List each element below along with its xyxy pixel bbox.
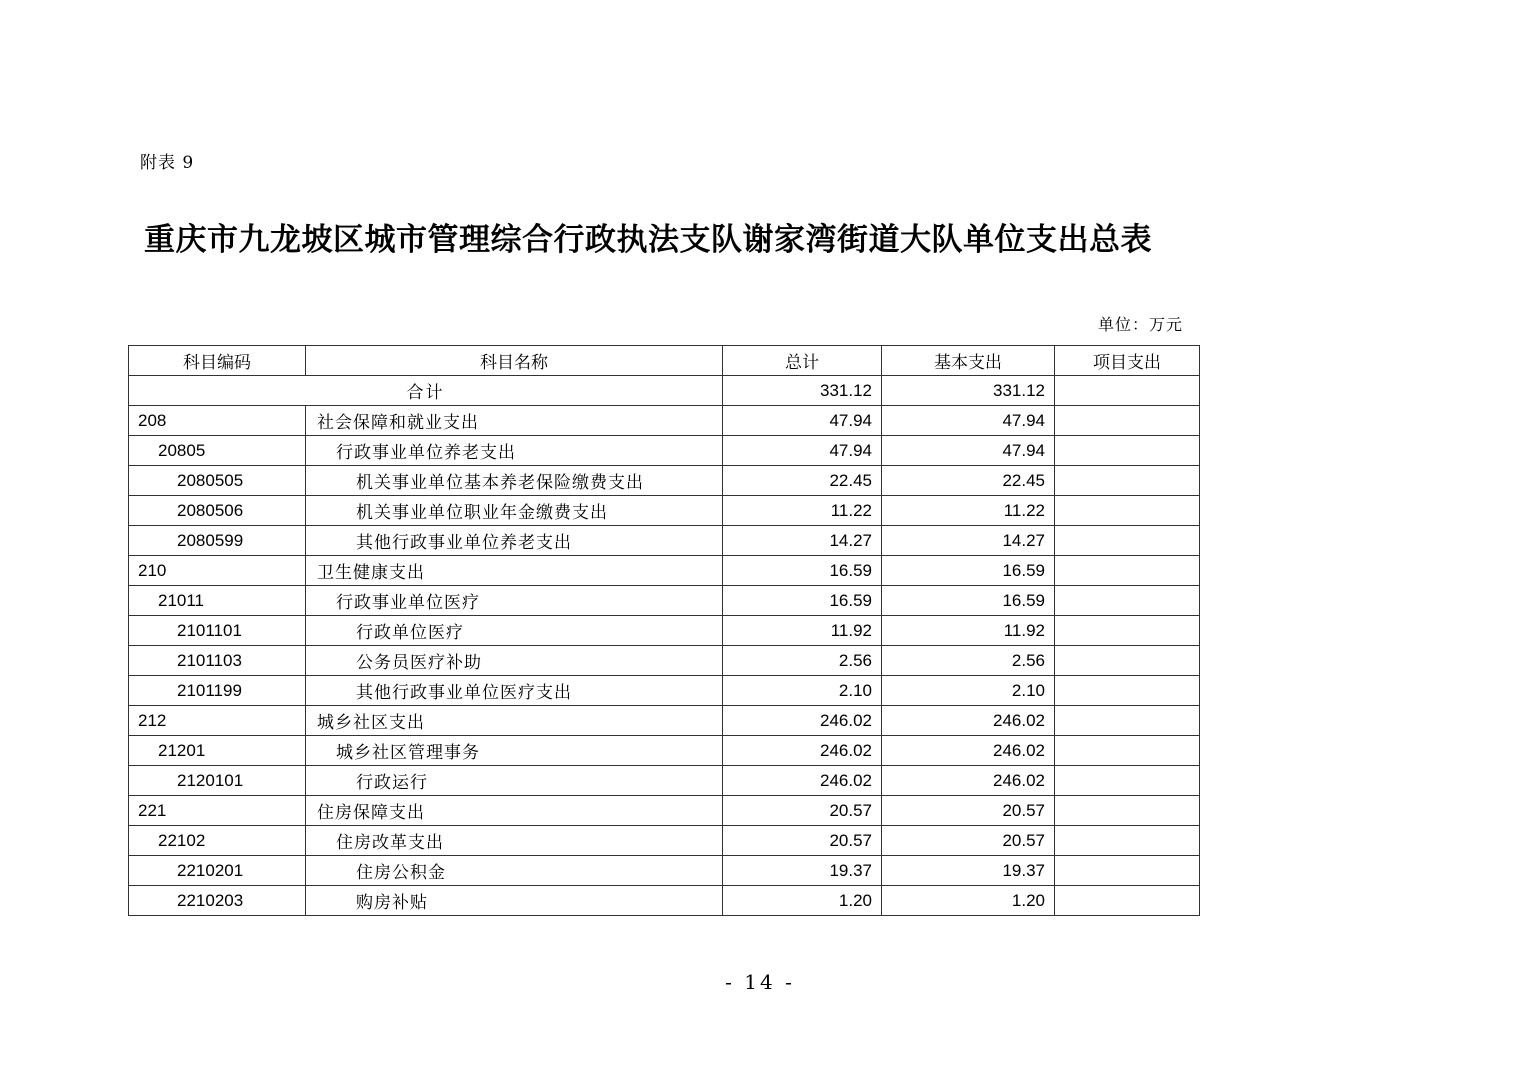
- table-row: [129, 616, 1200, 646]
- row-project: [1055, 646, 1200, 676]
- row-name: 城乡社区支出: [306, 706, 723, 736]
- table-row: [129, 826, 1200, 856]
- row-total: 47.94: [723, 406, 882, 436]
- row-code: 2101199: [129, 676, 306, 706]
- row-total: 16.59: [723, 556, 882, 586]
- header-project: 项目支出: [1055, 346, 1200, 376]
- row-code: 22102: [129, 826, 306, 856]
- row-code: 2120101: [129, 766, 306, 796]
- row-total: 1.20: [723, 886, 882, 916]
- row-basic: 20.57: [882, 796, 1055, 826]
- table-row: [129, 436, 1200, 466]
- row-project: [1055, 436, 1200, 466]
- table-row: [129, 796, 1200, 826]
- table-row: [129, 466, 1200, 496]
- table-row: [129, 496, 1200, 526]
- row-total: 2.56: [723, 646, 882, 676]
- row-code: 2101103: [129, 646, 306, 676]
- row-total: 246.02: [723, 766, 882, 796]
- row-total: 11.22: [723, 496, 882, 526]
- row-basic: 2.10: [882, 676, 1055, 706]
- table-row: [129, 886, 1200, 916]
- row-total: 246.02: [723, 706, 882, 736]
- table-row: [129, 676, 1200, 706]
- row-basic: 16.59: [882, 556, 1055, 586]
- row-total: 20.57: [723, 796, 882, 826]
- table-row: [129, 766, 1200, 796]
- row-code: 210: [129, 556, 306, 586]
- row-total: 11.92: [723, 616, 882, 646]
- total-basic: 331.12: [882, 376, 1055, 406]
- row-basic: 47.94: [882, 436, 1055, 466]
- row-basic: 19.37: [882, 856, 1055, 886]
- row-total: 14.27: [723, 526, 882, 556]
- total-label: 合计: [129, 376, 723, 406]
- row-code: 2210203: [129, 886, 306, 916]
- row-name: 公务员医疗补助: [306, 646, 723, 676]
- expenditure-table: [128, 345, 1200, 916]
- row-basic: 1.20: [882, 886, 1055, 916]
- row-project: [1055, 706, 1200, 736]
- row-basic: 22.45: [882, 466, 1055, 496]
- header-total: 总计: [723, 346, 882, 376]
- row-basic: 16.59: [882, 586, 1055, 616]
- row-name: 行政运行: [306, 766, 723, 796]
- row-project: [1055, 766, 1200, 796]
- table-row: [129, 736, 1200, 766]
- row-code: 2101101: [129, 616, 306, 646]
- row-code: 221: [129, 796, 306, 826]
- row-code: 2210201: [129, 856, 306, 886]
- row-total: 22.45: [723, 466, 882, 496]
- table-row: [129, 856, 1200, 886]
- row-project: [1055, 556, 1200, 586]
- row-name: 行政事业单位养老支出: [306, 436, 723, 466]
- row-project: [1055, 466, 1200, 496]
- row-code: 21201: [129, 736, 306, 766]
- total-row: [129, 376, 1200, 406]
- row-name: 行政事业单位医疗: [306, 586, 723, 616]
- row-project: [1055, 496, 1200, 526]
- page-number: - 14 -: [725, 970, 795, 994]
- row-project: [1055, 826, 1200, 856]
- row-basic: 11.92: [882, 616, 1055, 646]
- row-basic: 2.56: [882, 646, 1055, 676]
- row-basic: 20.57: [882, 826, 1055, 856]
- row-total: 246.02: [723, 736, 882, 766]
- row-name: 住房改革支出: [306, 826, 723, 856]
- table-row: [129, 406, 1200, 436]
- row-basic: 246.02: [882, 706, 1055, 736]
- row-project: [1055, 856, 1200, 886]
- row-name: 购房补贴: [306, 886, 723, 916]
- table-row: [129, 706, 1200, 736]
- table-row: [129, 556, 1200, 586]
- attachment-label: 附表 9: [140, 153, 195, 173]
- row-project: [1055, 796, 1200, 826]
- page-title: 重庆市九龙坡区城市管理综合行政执法支队谢家湾街道大队单位支出总表: [144, 222, 1152, 258]
- header-code: 科目编码: [129, 346, 306, 376]
- row-project: [1055, 616, 1200, 646]
- row-project: [1055, 676, 1200, 706]
- header-name: 科目名称: [306, 346, 723, 376]
- row-basic: 246.02: [882, 736, 1055, 766]
- row-name: 机关事业单位基本养老保险缴费支出: [306, 466, 723, 496]
- row-name: 其他行政事业单位医疗支出: [306, 676, 723, 706]
- row-code: 21011: [129, 586, 306, 616]
- row-name: 行政单位医疗: [306, 616, 723, 646]
- row-project: [1055, 526, 1200, 556]
- row-code: 2080506: [129, 496, 306, 526]
- row-project: [1055, 586, 1200, 616]
- row-total: 47.94: [723, 436, 882, 466]
- row-project: [1055, 736, 1200, 766]
- table-row: [129, 526, 1200, 556]
- row-basic: 14.27: [882, 526, 1055, 556]
- row-code: 208: [129, 406, 306, 436]
- row-name: 社会保障和就业支出: [306, 406, 723, 436]
- total-total: 331.12: [723, 376, 882, 406]
- row-total: 20.57: [723, 826, 882, 856]
- row-total: 2.10: [723, 676, 882, 706]
- table-row: [129, 586, 1200, 616]
- table-body: [129, 376, 1200, 916]
- row-name: 其他行政事业单位养老支出: [306, 526, 723, 556]
- row-name: 机关事业单位职业年金缴费支出: [306, 496, 723, 526]
- row-basic: 246.02: [882, 766, 1055, 796]
- table-header-row: [129, 346, 1200, 376]
- row-project: [1055, 406, 1200, 436]
- row-name: 城乡社区管理事务: [306, 736, 723, 766]
- row-code: 20805: [129, 436, 306, 466]
- total-project: [1055, 376, 1200, 406]
- row-name: 住房保障支出: [306, 796, 723, 826]
- row-code: 212: [129, 706, 306, 736]
- row-code: 2080599: [129, 526, 306, 556]
- row-project: [1055, 886, 1200, 916]
- row-name: 住房公积金: [306, 856, 723, 886]
- table-row: [129, 646, 1200, 676]
- row-name: 卫生健康支出: [306, 556, 723, 586]
- header-basic: 基本支出: [882, 346, 1055, 376]
- row-basic: 11.22: [882, 496, 1055, 526]
- row-code: 2080505: [129, 466, 306, 496]
- row-total: 16.59: [723, 586, 882, 616]
- row-total: 19.37: [723, 856, 882, 886]
- row-basic: 47.94: [882, 406, 1055, 436]
- unit-label: 单位：万元: [1098, 315, 1184, 334]
